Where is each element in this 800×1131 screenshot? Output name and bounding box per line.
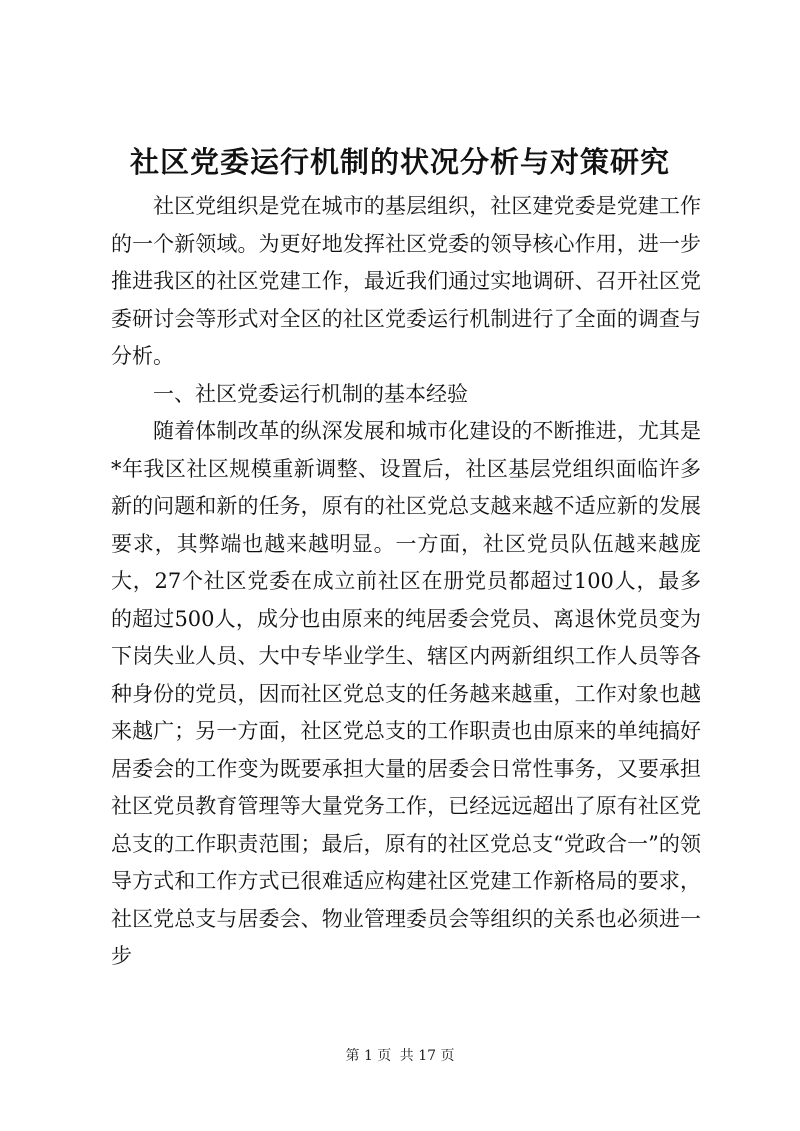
body-paragraph: 随着体制改革的纵深发展和城市化建设的不断推进，尤其是*年我区社区规模重新调整、设置后，社区基层党组织面临许多新的问题和新的任务，原有的社区党总支越来越不适应新的发展要求，其弊端也越来越明显。一方面，社区党员队伍越来越庞大，27个社区党委在成立前社区在册党员都超过100人，最多的超过500人，成分也由原来的纯居委会党员、离退休党员变为下岗失业人员、大中专毕业学生、辖区内两新组织工作人员等各种身份的党员，因而社区党总支的任务越来越重，工作对象也越来越广；另一方面，社区党总支的工作职责也由原来的单纯搞好居委会的工作变为既要承担大量的居委会日常性事务，又要承担社区党员教育管理等大量党务工作，已经远远超出了原有社区党总支的工作职责范围；最后，原有的社区党总支“党政合一”的领导方式和工作方式已很难适应构建社区党建工作新格局的要求，社区党总支与居委会、物业管理委员会等组织的关系也必须进一步 xyxy=(111,419,701,968)
document-body xyxy=(111,188,701,976)
page-number: 第 1 页 xyxy=(345,1048,392,1064)
document-title: 社区党委运行机制的状况分析与对策研究 xyxy=(129,145,670,179)
intro-paragraph: 社区党组织是党在城市的基层组织，社区建党委是党建工作的一个新领域。为更好地发挥社区党委的领导核心作用，进一步推进我区的社区党建工作，最近我们通过实地调研、召开社区党委研讨会等形式对全区的社区党委运行机制进行了全面的调查与分析。 xyxy=(111,194,701,368)
page-footer xyxy=(0,1046,800,1066)
page-total: 共 17 页 xyxy=(399,1048,455,1064)
section-heading: 一、社区党委运行机制的基本经验 xyxy=(153,381,468,406)
